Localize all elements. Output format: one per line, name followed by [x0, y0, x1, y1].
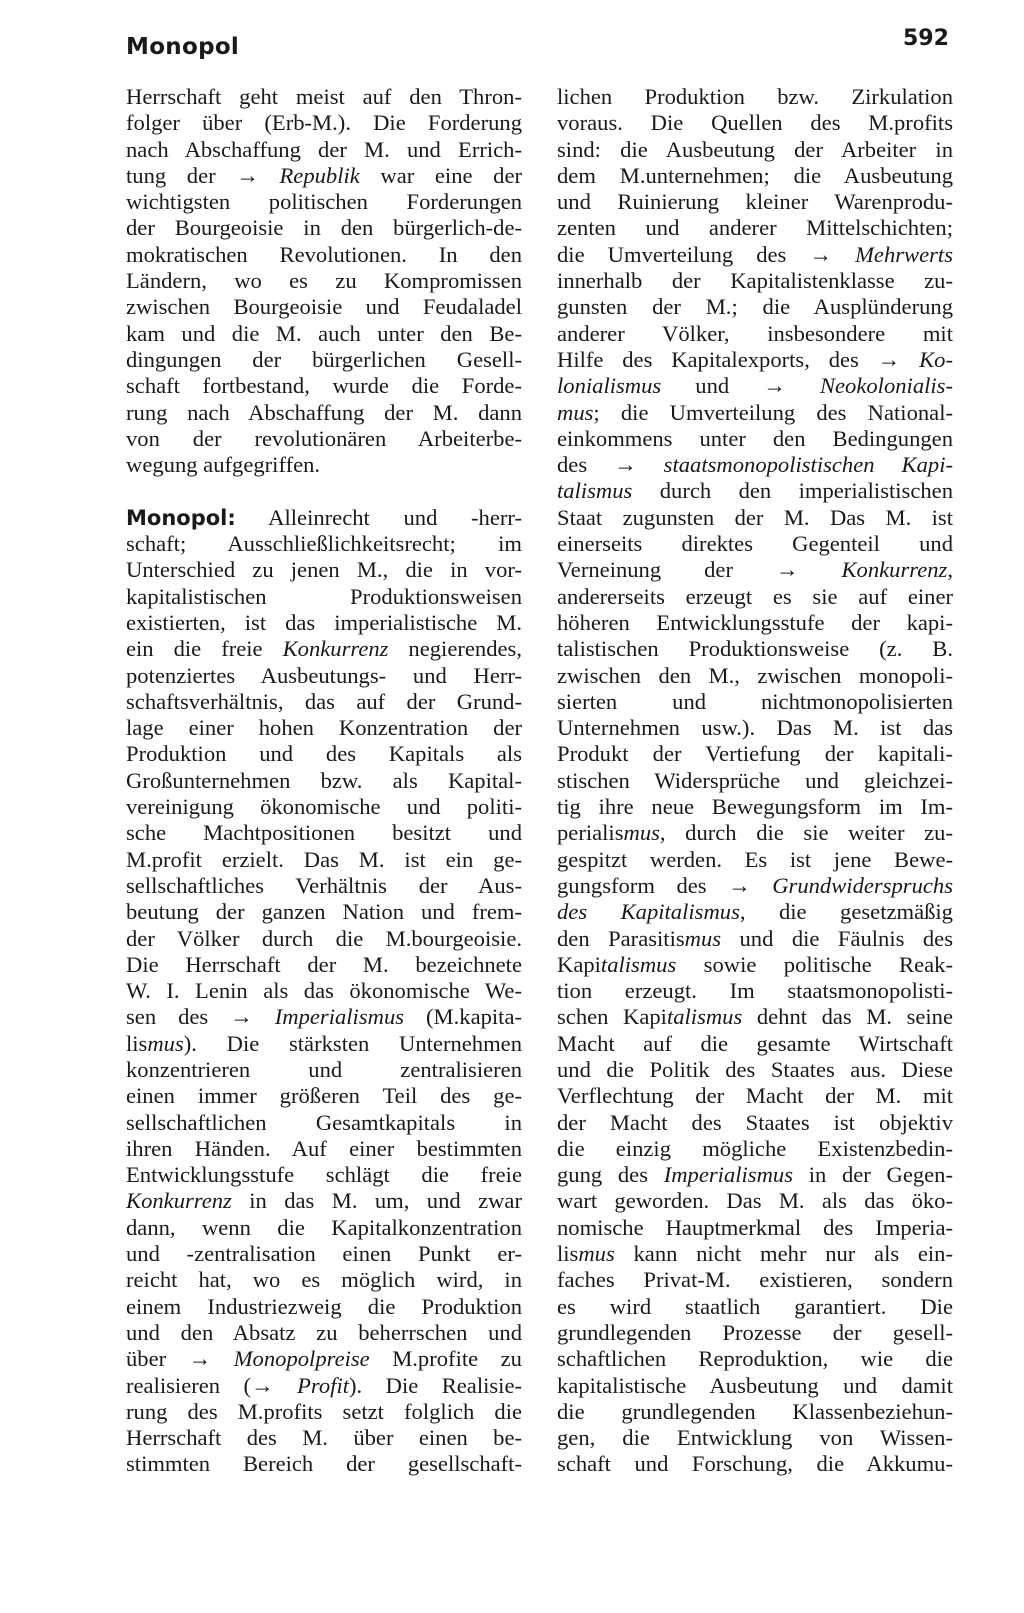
text-line: schaftlichen Reproduktion, wie die: [557, 1346, 953, 1372]
text-line: talismus durch den imperialistischen: [557, 478, 953, 504]
text-line: Hilfe des Kapitalexports, des → Ko-: [557, 346, 953, 372]
text-line: und Ruinierung kleiner Warenprodu-: [557, 189, 953, 215]
text-line: nomische Hauptmerkmal des Imperia-: [557, 1214, 953, 1240]
text-line: andererseits erzeugt es sie auf einer: [557, 583, 953, 609]
text-line: kapitalistischen Produktionsweisen: [126, 583, 522, 609]
text-line: zwischen den M., zwischen monopoli-: [557, 662, 953, 688]
text-line: wart geworden. Das M. als das öko-: [557, 1188, 953, 1214]
text-line: der Macht des Staates ist objektiv: [557, 1109, 953, 1135]
text-line: schaft und Forschung, die Akkumu-: [557, 1451, 953, 1477]
text-line: rung des M.profits setzt folglich die: [126, 1398, 522, 1424]
text-line: Ländern, wo es zu Kompromissen: [126, 268, 522, 294]
right-column: [557, 84, 953, 1478]
text-line: reicht hat, wo es möglich wird, in: [126, 1267, 522, 1293]
left-column: [126, 84, 522, 1478]
text-line: sierten und nichtmonopolisierten: [557, 688, 953, 714]
text-line: grundlegenden Prozesse der gesell-: [557, 1319, 953, 1345]
text-line: lonialismus und → Neokolonialis-: [557, 373, 953, 399]
text-line: sen des → Imperialismus (M.kapita-: [126, 1004, 522, 1030]
text-line: Unterschied zu jenen M., die in vor-: [126, 557, 522, 583]
text-line: über → Monopolpreise M.profite zu: [126, 1346, 522, 1372]
text-line: ihren Händen. Auf einer bestimmten: [126, 1135, 522, 1161]
text-line: es wird staatlich garantiert. Die: [557, 1293, 953, 1319]
text-line: mokratischen Revolutionen. In den: [126, 241, 522, 267]
text-line: lismus kann nicht mehr nur als ein-: [557, 1241, 953, 1267]
text-line: Entwicklungsstufe schlägt die freie: [126, 1162, 522, 1188]
text-line: des Kapitalismus, die gesetzmäßig: [557, 899, 953, 925]
text-line: tung der → Republik war eine der: [126, 162, 522, 188]
text-line: sellschaftliches Verhältnis der Aus-: [126, 872, 522, 898]
text-line: schaftsverhältnis, das auf der Grund-: [126, 688, 522, 714]
text-line: lismus). Die stärksten Unternehmen: [126, 1030, 522, 1056]
page-number: 592: [903, 26, 949, 51]
text-line: dem M.unternehmen; die Ausbeutung: [557, 162, 953, 188]
text-line: Produkt der Vertiefung der kapitali-: [557, 741, 953, 767]
text-line: Konkurrenz in das M. um, und zwar: [126, 1188, 522, 1214]
text-line: höheren Entwicklungsstufe der kapi-: [557, 609, 953, 635]
text-line: zwischen Bourgeoisie und Feudaladel: [126, 294, 522, 320]
text-line: Verneinung der → Konkurrenz,: [557, 557, 953, 583]
text-line: und die Politik des Staates aus. Diese: [557, 1056, 953, 1082]
text-line: M.profit erzielt. Das M. ist ein ge-: [126, 846, 522, 872]
text-line: kapitalistische Ausbeutung und damit: [557, 1372, 953, 1398]
text-line: mus; die Umverteilung des National-: [557, 399, 953, 425]
text-line: beutung der ganzen Nation und frem-: [126, 899, 522, 925]
text-line: einkommens unter den Bedingungen: [557, 425, 953, 451]
text-line: folger über (Erb-M.). Die Forderung: [126, 110, 522, 136]
text-line: Die Herrschaft der M. bezeichnete: [126, 951, 522, 977]
text-line: lichen Produktion bzw. Zirkulation: [557, 84, 953, 109]
text-line: voraus. Die Quellen des M.profits: [557, 110, 953, 136]
text-line: sellschaftlichen Gesamtkapitals in: [126, 1109, 522, 1135]
text-line: perialismus, durch die sie weiter zu-: [557, 820, 953, 846]
text-line: schaft fortbestand, wurde die Forde-: [126, 373, 522, 399]
text-line: stimmten Bereich der gesellschaft-: [126, 1451, 522, 1477]
text-line: innerhalb der Kapitalistenklasse zu-: [557, 268, 953, 294]
text-line: Monopol: Alleinrecht und -herr-: [126, 504, 522, 530]
text-line: Verflechtung der Macht der M. mit: [557, 1083, 953, 1109]
text-line: Staat zugunsten der M. Das M. ist: [557, 504, 953, 530]
text-line: der Bourgeoisie in den bürgerlich-de-: [126, 215, 522, 241]
text-line: anderer Völker, insbesondere mit: [557, 320, 953, 346]
text-line: der Völker durch die M.bourgeoisie.: [126, 925, 522, 951]
text-line: gunsten der M.; die Ausplünderung: [557, 294, 953, 320]
text-line: zenten und anderer Mittelschichten;: [557, 215, 953, 241]
text-line: talistischen Produktionsweise (z. B.: [557, 636, 953, 662]
text-line: Großunternehmen bzw. als Kapital-: [126, 767, 522, 793]
text-line: gen, die Entwicklung von Wissen-: [557, 1425, 953, 1451]
text-line: kam und die M. auch unter den Be-: [126, 320, 522, 346]
text-line: tig ihre neue Bewegungsform im Im-: [557, 794, 953, 820]
running-header-word: Monopol: [126, 34, 240, 60]
text-line: stischen Widersprüche und gleichzei-: [557, 767, 953, 793]
text-line: Macht auf die gesamte Wirtschaft: [557, 1030, 953, 1056]
text-line: potenziertes Ausbeutungs- und Herr-: [126, 662, 522, 688]
text-line: rung nach Abschaffung der M. dann: [126, 399, 522, 425]
text-line: sind: die Ausbeutung der Arbeiter in: [557, 136, 953, 162]
text-line: schen Kapitalismus dehnt das M. seine: [557, 1004, 953, 1030]
text-line: lage einer hohen Konzentration der: [126, 715, 522, 741]
text-line: einerseits direktes Gegenteil und: [557, 531, 953, 557]
text-line: die Umverteilung des → Mehrwerts: [557, 241, 953, 267]
text-line: schaft; Ausschließlichkeitsrecht; im: [126, 531, 522, 557]
text-line: Produktion und des Kapitals als: [126, 741, 522, 767]
text-line: und den Absatz zu beherrschen und: [126, 1319, 522, 1345]
text-line: des → staatsmonopolistischen Kapi-: [557, 452, 953, 478]
text-line: tion erzeugt. Im staatsmonopolisti-: [557, 978, 953, 1004]
text-line: W. I. Lenin als das ökonomische We-: [126, 978, 522, 1004]
text-line: wegung aufgegriffen.: [126, 452, 321, 478]
entry-headword: Monopol:: [126, 505, 236, 530]
text-line: Kapitalismus sowie politische Reak-: [557, 951, 953, 977]
text-line: dann, wenn die Kapitalkonzentration: [126, 1214, 522, 1240]
text-line: nach Abschaffung der M. und Errich-: [126, 136, 522, 162]
text-line: wichtigsten politischen Forderungen: [126, 189, 522, 215]
text-line: gung des Imperialismus in der Gegen-: [557, 1162, 953, 1188]
text-line: ein die freie Konkurrenz negierendes,: [126, 636, 522, 662]
text-line: dingungen der bürgerlichen Gesell-: [126, 346, 522, 372]
text-line: gespitzt werden. Es ist jene Bewe-: [557, 846, 953, 872]
text-line: sche Machtpositionen besitzt und: [126, 820, 522, 846]
text-line: konzentrieren und zentralisieren: [126, 1056, 522, 1082]
text-line: einen immer größeren Teil des ge-: [126, 1083, 522, 1109]
text-line: existierten, ist das imperialistische M.: [126, 609, 522, 635]
text-line: Herrschaft geht meist auf den Thron-: [126, 84, 522, 109]
text-line: vereinigung ökonomische und politi-: [126, 794, 522, 820]
text-line: die grundlegenden Klassenbeziehun-: [557, 1398, 953, 1424]
text-line: die einzig mögliche Existenzbedin-: [557, 1135, 953, 1161]
text-line: Unternehmen usw.). Das M. ist das: [557, 715, 953, 741]
text-line: den Parasitismus und die Fäulnis des: [557, 925, 953, 951]
text-line: realisieren (→ Profit). Die Realisie-: [126, 1372, 522, 1398]
text-line: und -zentralisation einen Punkt er-: [126, 1241, 522, 1267]
text-line: faches Privat-M. existieren, sondern: [557, 1267, 953, 1293]
text-line: Herrschaft des M. über einen be-: [126, 1425, 522, 1451]
text-line: gungsform des → Grundwiderspruchs: [557, 872, 953, 898]
text-line: von der revolutionären Arbeiterbe-: [126, 425, 522, 451]
text-line: einem Industriezweig die Produktion: [126, 1293, 522, 1319]
